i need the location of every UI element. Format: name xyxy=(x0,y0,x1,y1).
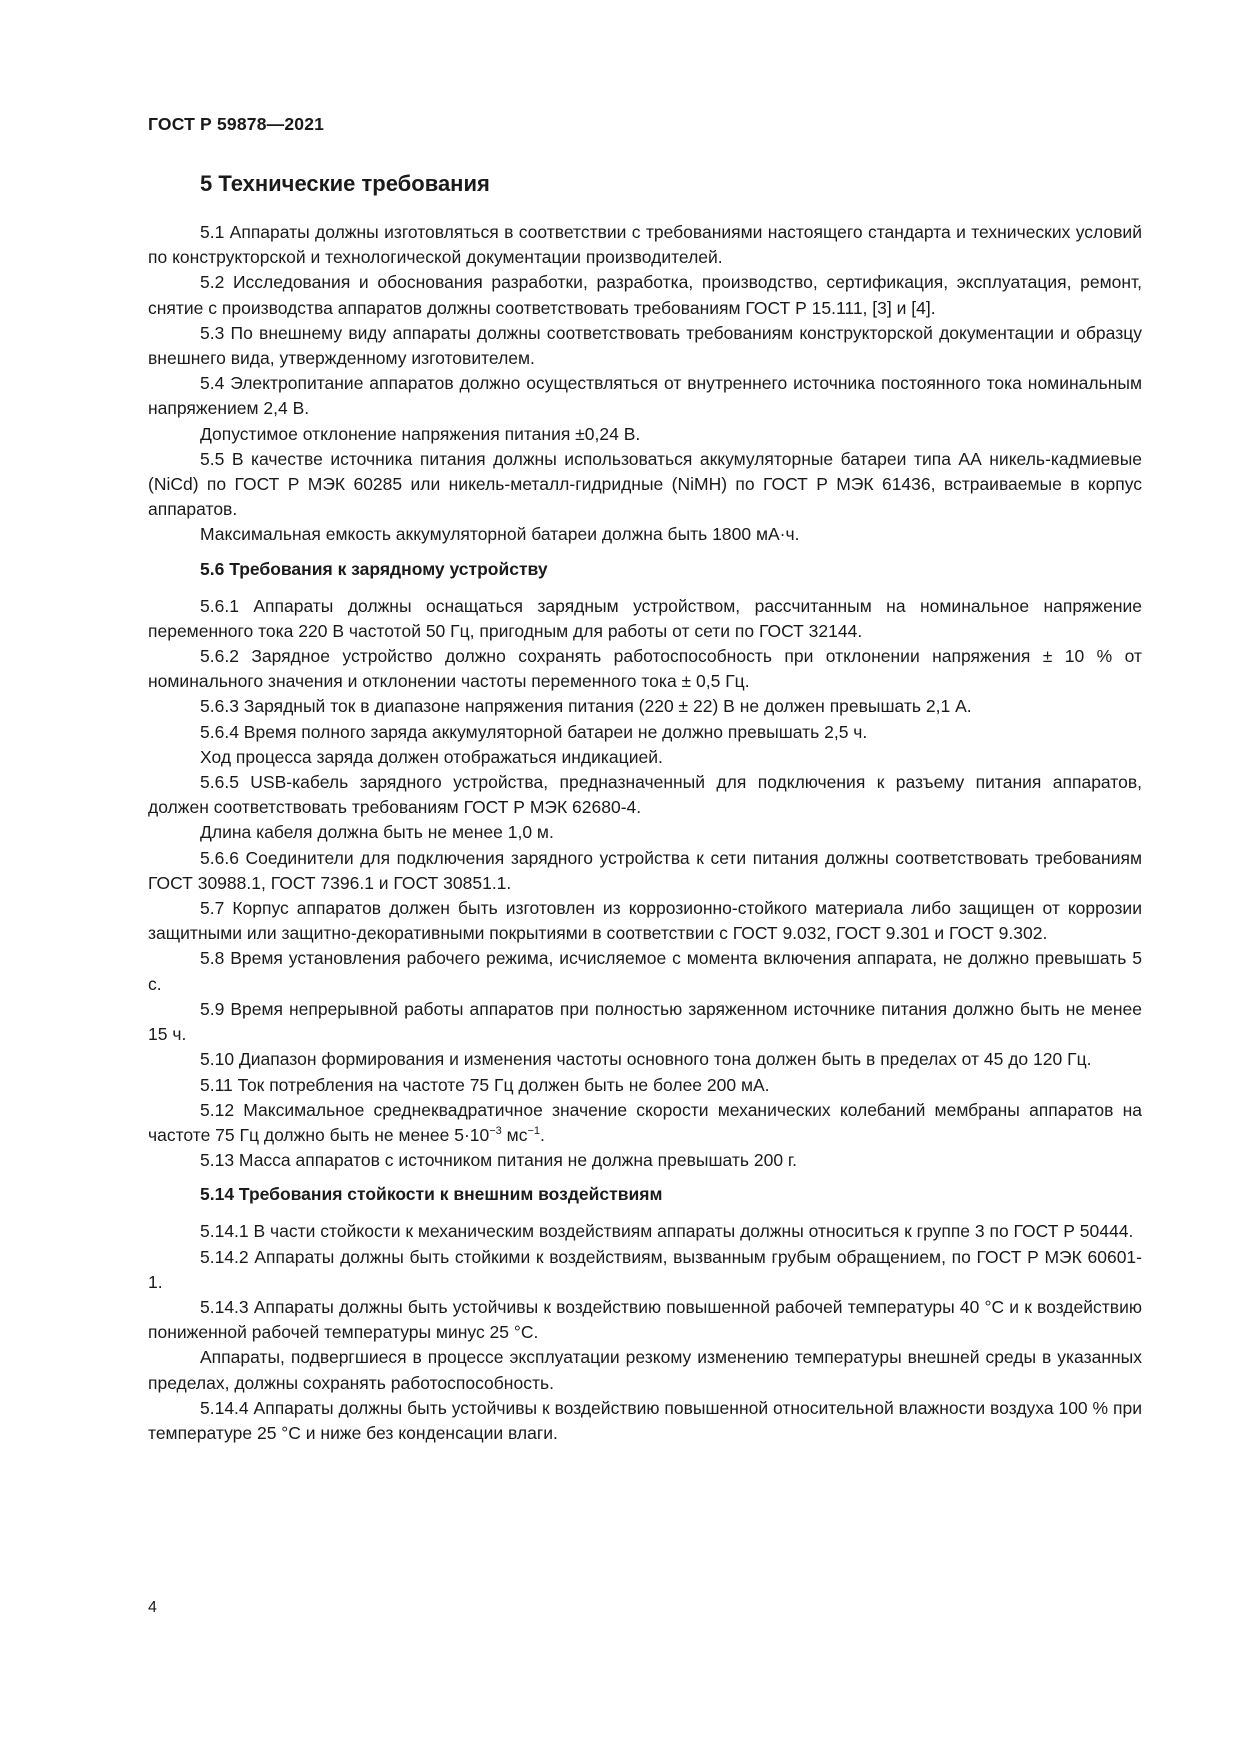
clause-5-6-6: 5.6.6 Соединители для подключения зарядного устройства к сети питания должны соответствовать требованиям ГОСТ 30988.1, ГОСТ 7396.1 и ГОСТ 30851.1. xyxy=(148,847,1142,893)
clause-5-6-4: 5.6.4 Время полного заряда аккумуляторной батареи не должно превышать 2,5 ч. xyxy=(200,721,868,742)
clause-5-14-4: 5.14.4 Аппараты должны быть устойчивы к воздействию повышенной относительной влажности воздуха 100 % при температуре 25 °С и ниже без конденсации влаги. xyxy=(148,1397,1142,1443)
clause-5-14-3-note: Аппараты, подвергшиеся в процессе эксплуатации резкому изменению температуры внешней среды в указанных пределах, должны сохранять работоспособность. xyxy=(148,1347,1142,1393)
clause-5-6-5: 5.6.5 USB-кабель зарядного устройства, предназначенный для подключения к разъему питания аппаратов, должен соответствовать требованиям ГОСТ Р МЭК 62680-4. xyxy=(148,772,1142,818)
clause-5-12-text: 5.12 Максимальное среднеквадратичное значение скорости механических колебаний мембраны аппаратов на частоте 75 Гц должно быть не менее 5·10 xyxy=(148,1099,1142,1145)
document-header: ГОСТ Р 59878—2021 xyxy=(148,114,325,134)
clause-5-14-1: 5.14.1 В части стойкости к механическим воздействиям аппараты должны относиться к группе 3 по ГОСТ Р 50444. xyxy=(200,1221,1134,1242)
clause-5-9: 5.9 Время непрерывной работы аппаратов при полностью заряженном источнике питания должно быть не менее 15 ч. xyxy=(148,998,1142,1045)
clause-5-10: 5.10 Диапазон формирования и изменения частоты основного тона должен быть в пределах от 45 до 120 Гц. xyxy=(200,1049,1092,1070)
clause-5-12 xyxy=(148,1098,1142,1148)
clause-5-14-2: 5.14.2 Аппараты должны быть стойкими к воздействиям, вызванным грубым обращением, по ГОСТ Р МЭК 60601-1. xyxy=(148,1246,1142,1292)
subsection-title-5-6: 5.6 Требования к зарядному устройству xyxy=(200,558,548,579)
clause-5-12-exponent-2: −1 xyxy=(527,1125,540,1138)
clause-5-2: 5.2 Исследования и обоснования разработки, разработка, производство, сертификация, эксплуатация, ремонт, снятие с производства аппаратов должны соответствовать требованиям ГОСТ Р 15.111, [3] и [4]. xyxy=(148,272,1142,318)
clause-5-4: 5.4 Электропитание аппаратов должно осуществляться от внутреннего источника постоянного тока номинальным напряжением 2,4 В. xyxy=(148,373,1142,419)
clause-5-6-3: 5.6.3 Зарядный ток в диапазоне напряжения питания (220 ± 22) В не должен превышать 2,1 А. xyxy=(200,696,972,717)
clause-5-6-4-indication: Ход процесса заряда должен отображаться индикацией. xyxy=(200,746,663,767)
clause-5-6-2: 5.6.2 Зарядное устройство должно сохранять работоспособность при отклонении напряжения ± 10 % от номинального значения и отклонении частоты переменного тока ± 0,5 Гц. xyxy=(148,646,1142,692)
subsection-title-5-14: 5.14 Требования стойкости к внешним воздействиям xyxy=(200,1184,663,1205)
clause-5-12-unit: мс xyxy=(501,1124,528,1145)
clause-5-12-end: . xyxy=(540,1124,545,1145)
clause-5-11: 5.11 Ток потребления на частоте 75 Гц должен быть не более 200 мА. xyxy=(200,1074,770,1095)
clause-5-5: 5.5 В качестве источника питания должны использоваться аккумуляторные батареи типа АА никель-кадмиевые (NiCd) по ГОСТ Р МЭК 60285 или никель-металл-гидридные (NiMH) по ГОСТ Р МЭК 61436, встраиваемые в корпус аппаратов. xyxy=(148,448,1142,520)
clause-5-6-5-length: Длина кабеля должна быть не менее 1,0 м. xyxy=(200,822,554,843)
clause-5-1: 5.1 Аппараты должны изготовляться в соответствии с требованиями настоящего стандарта и технических условий по конструкторской и технологической документации производителей. xyxy=(148,222,1142,268)
clause-5-8: 5.8 Время установления рабочего режима, исчисляемое с момента включения аппарата, не должно превышать 5 с. xyxy=(148,948,1142,994)
clause-5-7: 5.7 Корпус аппаратов должен быть изготовлен из коррозионно-стойкого материала либо защищен от коррозии защитными или защитно-декоративными покрытиями в соответствии с ГОСТ 9.032, ГОСТ 9.301 и ГОСТ 9.302. xyxy=(148,898,1142,944)
clause-5-14-3: 5.14.3 Аппараты должны быть устойчивы к воздействию повышенной рабочей температуры 40 °С и к воздействию пониженной рабочей температуры минус 25 °С. xyxy=(148,1296,1142,1343)
page-number: 4 xyxy=(148,1599,157,1616)
clause-5-12-exponent-1: −3 xyxy=(489,1125,502,1138)
document-body xyxy=(148,170,1142,1446)
clause-5-5-capacity: Максимальная емкость аккумуляторной батареи должна быть 1800 мА·ч. xyxy=(200,524,800,545)
clause-5-13: 5.13 Масса аппаратов с источником питания не должна превышать 200 г. xyxy=(200,1150,798,1171)
clause-5-4-tolerance: Допустимое отклонение напряжения питания ±0,24 В. xyxy=(200,423,641,444)
clause-5-6-1: 5.6.1 Аппараты должны оснащаться зарядным устройством, рассчитанным на номинальное напряжение переменного тока 220 В частотой 50 Гц, пригодным для работы от сети по ГОСТ 32144. xyxy=(148,595,1142,641)
clause-5-3: 5.3 По внешнему виду аппараты должны соответствовать требованиям конструкторской документации и образцу внешнего вида, утвержденному изготовителем. xyxy=(148,322,1142,369)
section-title: 5 Технические требования xyxy=(200,171,490,196)
